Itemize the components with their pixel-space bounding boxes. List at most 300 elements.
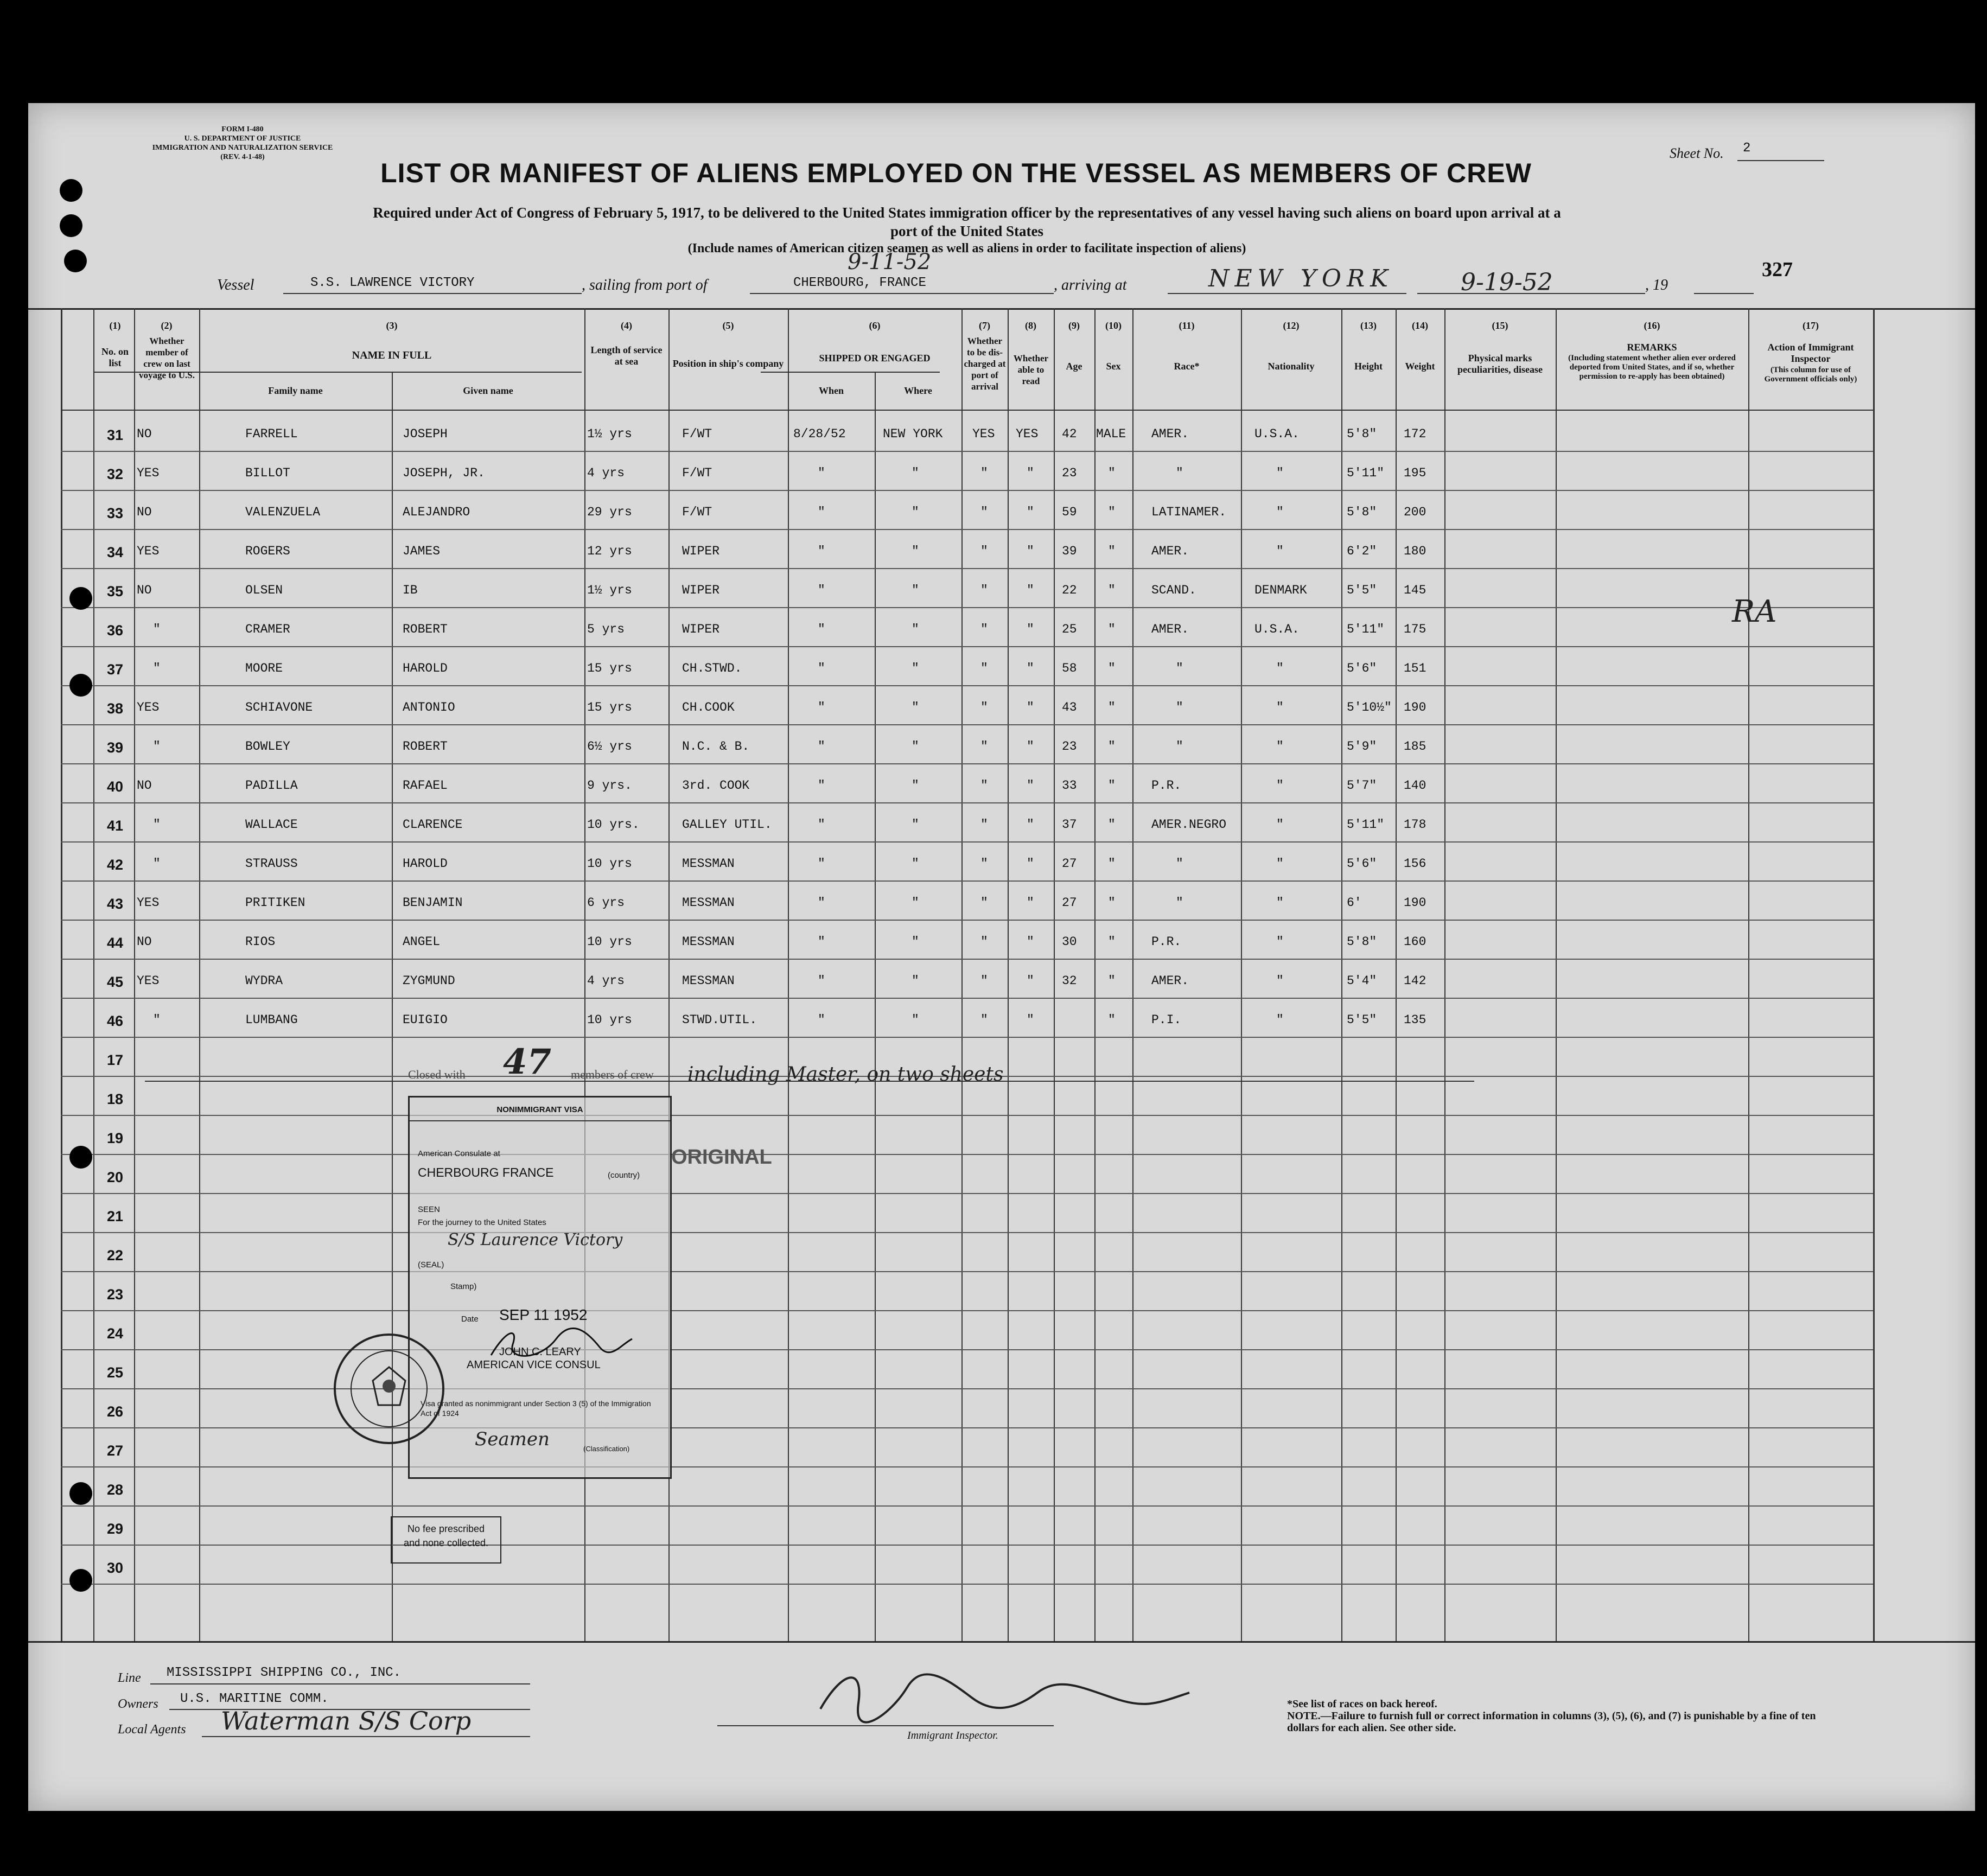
when-cell: 8/28/52 xyxy=(793,427,846,441)
position-cell: MESSMAN xyxy=(682,935,735,949)
where-cell: " xyxy=(912,974,919,988)
column-line xyxy=(875,372,876,1641)
family-name-cell: LUMBANG xyxy=(245,1013,298,1027)
header-remarks: REMARKS xyxy=(1627,342,1677,353)
header-sex: Sex xyxy=(1106,361,1121,372)
able-to-read-cell: " xyxy=(1027,779,1034,793)
able-to-read-cell: YES xyxy=(1016,427,1039,441)
race-cell: " xyxy=(1176,896,1183,910)
empty-row-number: 30 xyxy=(107,1560,124,1576)
empty-row-number: 22 xyxy=(107,1247,124,1264)
header-physical-marks: Physical marks peculiarities, disease xyxy=(1457,353,1543,375)
col-num-11: (11) xyxy=(1179,320,1195,331)
position-cell: 3rd. COOK xyxy=(682,779,750,793)
form-number: FORM I-480 xyxy=(221,125,264,133)
column-line xyxy=(199,308,200,1641)
family-name-cell: RIOS xyxy=(245,935,276,949)
arriving-underline xyxy=(1168,293,1406,294)
position-cell: CH.COOK xyxy=(682,700,735,714)
visa-consulate-label: American Consulate at xyxy=(418,1149,500,1158)
binder-hole xyxy=(69,674,92,697)
race-cell: P.I. xyxy=(1151,1013,1182,1027)
when-cell: " xyxy=(818,779,825,793)
where-cell: " xyxy=(912,818,919,832)
empty-row-number: 19 xyxy=(107,1130,124,1146)
column-line xyxy=(134,308,135,1641)
footer-agents-value: Waterman S/S Corp xyxy=(221,1706,472,1735)
column-line xyxy=(93,308,94,1641)
service-cell: 15 yrs xyxy=(587,700,632,714)
able-to-read-cell: " xyxy=(1027,466,1034,480)
member-cell: NO xyxy=(137,583,152,597)
row-line xyxy=(61,1037,1873,1038)
service-cell: 10 yrs. xyxy=(587,818,640,832)
nationality-cell: U.S.A. xyxy=(1254,622,1300,636)
sex-cell: " xyxy=(1108,896,1116,910)
col-num-2: (2) xyxy=(161,320,173,331)
header-height: Height xyxy=(1354,361,1383,372)
nationality-cell: DENMARK xyxy=(1254,583,1307,597)
given-name-cell: JOSEPH, JR. xyxy=(403,466,485,480)
member-cell: " xyxy=(153,1013,161,1027)
visa-country-label: (country) xyxy=(608,1171,640,1180)
able-to-read-cell: " xyxy=(1027,896,1034,910)
age-cell: 22 xyxy=(1062,583,1077,597)
binder-hole xyxy=(69,587,92,610)
row-number: 36 xyxy=(107,622,124,639)
visa-date: SEP 11 1952 xyxy=(499,1306,588,1323)
col-num-5: (5) xyxy=(722,320,734,331)
when-cell: " xyxy=(818,583,825,597)
sex-cell: " xyxy=(1108,739,1116,754)
empty-row-number: 18 xyxy=(107,1091,124,1107)
weight-cell: 200 xyxy=(1404,505,1426,519)
given-name-cell: ZYGMUND xyxy=(403,974,455,988)
vice-consul-signature xyxy=(475,1323,638,1366)
header-family-name: Family name xyxy=(268,385,323,396)
empty-row-number: 23 xyxy=(107,1286,124,1303)
row-line xyxy=(61,685,1873,686)
header-name-in-full: NAME IN FULL xyxy=(352,349,432,361)
column-line xyxy=(1094,308,1096,1641)
age-cell: 25 xyxy=(1062,622,1077,636)
able-to-read-cell: " xyxy=(1027,544,1034,558)
nationality-cell: " xyxy=(1276,1013,1284,1027)
service-cell: 4 yrs xyxy=(587,466,625,480)
where-cell: " xyxy=(912,622,919,636)
position-cell: CH.STWD. xyxy=(682,661,742,675)
column-line xyxy=(1873,308,1875,1641)
service-cell: 10 yrs xyxy=(587,857,632,871)
weight-cell: 178 xyxy=(1404,818,1426,832)
col-num-17: (17) xyxy=(1803,320,1819,331)
discharged-cell: " xyxy=(980,818,988,832)
header-discharged: Whether to be dis-charged at port of arrival xyxy=(964,336,1006,392)
col-num-13: (13) xyxy=(1360,320,1377,331)
visa-journey: For the journey to the United States xyxy=(418,1218,546,1227)
discharged-cell: " xyxy=(980,544,988,558)
visa-seal: (SEAL) xyxy=(418,1260,444,1269)
weight-cell: 195 xyxy=(1404,466,1426,480)
given-name-cell: BENJAMIN xyxy=(403,896,463,910)
row-line xyxy=(61,802,1873,803)
subtitle-line-2: port of the United States xyxy=(890,223,1043,239)
where-cell: " xyxy=(912,661,919,675)
given-name-cell: JOSEPH xyxy=(403,427,448,441)
header-no-on-list: No. on list xyxy=(101,346,129,368)
age-cell: 37 xyxy=(1062,818,1077,832)
where-cell: NEW YORK xyxy=(883,427,943,441)
member-cell: YES xyxy=(137,974,160,988)
visa-seen: SEEN xyxy=(418,1205,440,1214)
race-cell: P.R. xyxy=(1151,779,1182,793)
age-cell: 23 xyxy=(1062,739,1077,754)
row-line xyxy=(61,763,1873,764)
header-age: Age xyxy=(1066,361,1082,372)
height-cell: 5'5" xyxy=(1347,583,1377,597)
height-cell: 5'8" xyxy=(1347,505,1377,519)
header-action: Action of Immigrant Inspector xyxy=(1767,342,1854,364)
footnote xyxy=(1287,1698,1830,1734)
height-cell: 5'11" xyxy=(1347,622,1385,636)
family-name-cell: PRITIKEN xyxy=(245,896,305,910)
empty-row-number: 24 xyxy=(107,1325,124,1342)
row-number: 42 xyxy=(107,857,124,873)
row-number: 38 xyxy=(107,700,124,717)
when-cell: " xyxy=(818,896,825,910)
footer-owners-value: U.S. MARITINE COMM. xyxy=(180,1692,329,1706)
service-cell: 1½ yrs xyxy=(587,583,632,597)
col-num-9: (9) xyxy=(1068,320,1080,331)
arrival-date: 9-19-52 xyxy=(1461,269,1553,296)
row-line xyxy=(61,880,1873,882)
vessel-name: S.S. LAWRENCE VICTORY xyxy=(310,276,475,290)
service-cell: 5 yrs xyxy=(587,622,625,636)
race-cell: AMER. xyxy=(1151,544,1189,558)
weight-cell: 160 xyxy=(1404,935,1426,949)
height-cell: 5'6" xyxy=(1347,857,1377,871)
nationality-cell: " xyxy=(1276,779,1284,793)
year-underline xyxy=(1694,293,1754,294)
position-cell: MESSMAN xyxy=(682,974,735,988)
sex-cell: " xyxy=(1108,700,1116,714)
row-line xyxy=(61,1232,1873,1233)
sailing-port: CHERBOURG, FRANCE xyxy=(793,276,926,290)
form-revision: (REV. 4-1-48) xyxy=(220,153,265,161)
race-cell: SCAND. xyxy=(1151,583,1196,597)
age-cell: 39 xyxy=(1062,544,1077,558)
nationality-cell: " xyxy=(1276,700,1284,714)
sex-cell: " xyxy=(1108,1013,1116,1027)
row-line xyxy=(61,1193,1873,1194)
header-remarks-sub: (Including statement whether alien ever ordered deported from United States, and if so, whether permission to re-apply has been obtained) xyxy=(1568,354,1736,381)
col-num-15: (15) xyxy=(1492,320,1508,331)
nationality-cell: " xyxy=(1276,661,1284,675)
height-cell: 5'8" xyxy=(1347,935,1377,949)
weight-cell: 142 xyxy=(1404,974,1426,988)
row-number: 32 xyxy=(107,466,124,482)
col-num-1: (1) xyxy=(109,320,121,331)
row-number: 41 xyxy=(107,818,124,834)
sex-cell: " xyxy=(1108,779,1116,793)
discharged-cell: " xyxy=(980,974,988,988)
empty-row-number: 27 xyxy=(107,1443,124,1459)
family-name-cell: STRAUSS xyxy=(245,857,298,871)
family-name-cell: WYDRA xyxy=(245,974,283,988)
header-nationality: Nationality xyxy=(1268,361,1315,372)
weight-cell: 190 xyxy=(1404,896,1426,910)
service-cell: 6 yrs xyxy=(587,896,625,910)
age-cell: 30 xyxy=(1062,935,1077,949)
where-cell: " xyxy=(912,857,919,871)
able-to-read-cell: " xyxy=(1027,700,1034,714)
race-cell: " xyxy=(1176,700,1183,714)
height-cell: 5'8" xyxy=(1347,427,1377,441)
row-number: 46 xyxy=(107,1013,124,1029)
no-fee-box xyxy=(391,1516,501,1564)
fee-line-1: No fee prescribed xyxy=(407,1523,485,1534)
row-line xyxy=(61,451,1873,452)
vessel-underline xyxy=(283,293,582,294)
closed-label-a: Closed with xyxy=(408,1068,466,1081)
age-cell: 43 xyxy=(1062,700,1077,714)
able-to-read-cell: " xyxy=(1027,505,1034,519)
column-line xyxy=(1008,308,1009,1641)
visa-stamp-label: Stamp) xyxy=(450,1282,477,1291)
row-line xyxy=(61,1154,1873,1155)
row-number: 40 xyxy=(107,779,124,795)
service-cell: 29 yrs xyxy=(587,505,632,519)
visa-vessel-handwritten: S/S Laurence Victory xyxy=(448,1230,623,1249)
row-line xyxy=(61,1584,1873,1585)
row-number: 34 xyxy=(107,544,124,560)
race-cell: " xyxy=(1176,466,1183,480)
when-cell: " xyxy=(818,818,825,832)
visa-classification-label: (Classification) xyxy=(583,1445,630,1453)
sex-cell: " xyxy=(1108,974,1116,988)
shipped-subheader-line xyxy=(761,372,940,373)
col-num-14: (14) xyxy=(1412,320,1428,331)
sex-cell: " xyxy=(1108,661,1116,675)
service-cell: 15 yrs xyxy=(587,661,632,675)
age-cell: 59 xyxy=(1062,505,1077,519)
closed-handwritten: including Master, on two sheets xyxy=(687,1063,1004,1086)
visa-granted-text: Visa granted as nonimmigrant under Section 3 (5) of the Immigration Act of 1924 xyxy=(421,1399,651,1418)
weight-cell: 175 xyxy=(1404,622,1426,636)
able-to-read-cell: " xyxy=(1027,857,1034,871)
family-name-cell: ROGERS xyxy=(245,544,290,558)
header-position: Position in ship's company xyxy=(672,358,784,369)
given-name-cell: ANGEL xyxy=(403,935,441,949)
page-stamp-number: 327 xyxy=(1762,258,1793,281)
sheet-label: Sheet No. xyxy=(1670,145,1724,161)
height-cell: 5'11" xyxy=(1347,818,1385,832)
discharged-cell: " xyxy=(980,896,988,910)
col-num-3: (3) xyxy=(386,320,398,331)
sailing-label: , sailing from port of xyxy=(582,277,708,293)
row-line xyxy=(61,490,1873,491)
family-name-cell: MOORE xyxy=(245,661,283,675)
able-to-read-cell: " xyxy=(1027,583,1034,597)
column-line xyxy=(1396,308,1397,1641)
discharged-cell: " xyxy=(980,505,988,519)
row-line xyxy=(61,920,1873,921)
weight-cell: 185 xyxy=(1404,739,1426,754)
position-cell: F/WT xyxy=(682,466,712,480)
footer-line-value: MISSISSIPPI SHIPPING CO., INC. xyxy=(167,1666,402,1680)
service-cell: 6½ yrs xyxy=(587,739,632,754)
discharged-cell: YES xyxy=(972,427,995,441)
row-number: 31 xyxy=(107,427,124,443)
race-cell: " xyxy=(1176,739,1183,754)
given-name-cell: CLARENCE xyxy=(403,818,463,832)
position-cell: F/WT xyxy=(682,427,712,441)
given-name-cell: ROBERT xyxy=(403,622,448,636)
position-cell: N.C. & B. xyxy=(682,739,750,754)
footer-line-label: Line xyxy=(118,1671,141,1685)
header-race: Race* xyxy=(1174,361,1200,372)
sex-cell: " xyxy=(1108,857,1116,871)
empty-row-number: 21 xyxy=(107,1208,124,1224)
header-bottom-line xyxy=(61,410,1873,411)
column-line xyxy=(961,308,963,1641)
given-name-cell: HAROLD xyxy=(403,857,448,871)
row-number: 43 xyxy=(107,896,124,912)
race-cell: AMER. xyxy=(1151,427,1189,441)
nationality-cell: " xyxy=(1276,935,1284,949)
member-cell: " xyxy=(153,622,161,636)
nationality-cell: U.S.A. xyxy=(1254,427,1300,441)
header-able-to-read: Whether able to read xyxy=(1013,353,1049,386)
member-cell: NO xyxy=(137,935,152,949)
age-cell: 33 xyxy=(1062,779,1077,793)
binder-hole xyxy=(60,179,82,202)
inspector-initials: RA xyxy=(1732,594,1777,629)
family-name-cell: BILLOT xyxy=(245,466,290,480)
height-cell: 5'6" xyxy=(1347,661,1377,675)
subtitle-note: (Include names of American citizen seamen as well as aliens in order to facilitate inspection of aliens) xyxy=(687,241,1246,256)
arriving-port: NEW YORK xyxy=(1208,265,1393,292)
grid-bottom-border xyxy=(28,1641,1975,1643)
service-cell: 1½ yrs xyxy=(587,427,632,441)
given-name-cell: IB xyxy=(403,583,418,597)
service-cell: 12 yrs xyxy=(587,544,632,558)
race-cell: AMER. xyxy=(1151,622,1189,636)
closed-label-b: members of crew xyxy=(571,1068,654,1081)
row-line xyxy=(61,1505,1873,1507)
vessel-label: Vessel xyxy=(217,277,254,293)
where-cell: " xyxy=(912,583,919,597)
discharged-cell: " xyxy=(980,661,988,675)
nationality-cell: " xyxy=(1276,544,1284,558)
visa-title-rule xyxy=(410,1120,670,1121)
nationality-cell: " xyxy=(1276,818,1284,832)
row-line xyxy=(61,1310,1873,1311)
given-name-cell: JAMES xyxy=(403,544,441,558)
empty-row-number: 29 xyxy=(107,1521,124,1537)
sex-cell: " xyxy=(1108,622,1116,636)
weight-cell: 190 xyxy=(1404,700,1426,714)
where-cell: " xyxy=(912,1013,919,1027)
position-cell: WIPER xyxy=(682,544,720,558)
when-cell: " xyxy=(818,857,825,871)
member-cell: YES xyxy=(137,700,160,714)
height-cell: 5'10½" xyxy=(1347,700,1392,714)
sex-cell: " xyxy=(1108,466,1116,480)
row-line xyxy=(61,841,1873,843)
inspector-rule xyxy=(717,1725,1054,1726)
age-cell: 27 xyxy=(1062,896,1077,910)
age-cell: 32 xyxy=(1062,974,1077,988)
position-cell: WIPER xyxy=(682,583,720,597)
empty-row-number: 28 xyxy=(107,1482,124,1498)
able-to-read-cell: " xyxy=(1027,935,1034,949)
col-num-7: (7) xyxy=(979,320,990,331)
empty-row-number: 17 xyxy=(107,1052,124,1068)
where-cell: " xyxy=(912,700,919,714)
empty-row-number: 26 xyxy=(107,1403,124,1420)
form-department: U. S. DEPARTMENT OF JUSTICE xyxy=(184,135,301,143)
where-cell: " xyxy=(912,935,919,949)
given-name-cell: RAFAEL xyxy=(403,779,448,793)
when-cell: " xyxy=(818,505,825,519)
row-line xyxy=(61,607,1873,608)
column-line xyxy=(1556,308,1557,1641)
header-whether-member: Whether member of crew on last voyage to U.S. xyxy=(139,336,195,380)
where-cell: " xyxy=(912,544,919,558)
nationality-cell: " xyxy=(1276,739,1284,754)
row-line xyxy=(61,1466,1873,1467)
height-cell: 5'5" xyxy=(1347,1013,1377,1027)
column-line xyxy=(392,372,393,1641)
where-cell: " xyxy=(912,466,919,480)
arriving-label: , arriving at xyxy=(1054,277,1127,293)
sex-cell: " xyxy=(1108,818,1116,832)
weight-cell: 135 xyxy=(1404,1013,1426,1027)
row-line xyxy=(61,998,1873,999)
family-name-cell: BOWLEY xyxy=(245,739,290,754)
member-cell: NO xyxy=(137,505,152,519)
member-cell: " xyxy=(153,739,161,754)
position-cell: WIPER xyxy=(682,622,720,636)
manifest-sheet xyxy=(28,103,1975,1811)
discharged-cell: " xyxy=(980,466,988,480)
member-cell: YES xyxy=(137,544,160,558)
weight-cell: 172 xyxy=(1404,427,1426,441)
row-line xyxy=(61,1545,1873,1546)
original-stamp: ORIGINAL xyxy=(671,1146,772,1169)
row-line xyxy=(61,1271,1873,1272)
sex-cell: " xyxy=(1108,544,1116,558)
given-name-cell: ANTONIO xyxy=(403,700,455,714)
row-number: 45 xyxy=(107,974,124,990)
page-title: LIST OR MANIFEST OF ALIENS EMPLOYED ON THE VESSEL AS MEMBERS OF CREW xyxy=(380,158,1532,188)
service-cell: 9 yrs. xyxy=(587,779,632,793)
column-line xyxy=(788,308,789,1641)
age-cell: 58 xyxy=(1062,661,1077,675)
form-meta xyxy=(129,125,356,162)
family-name-cell: CRAMER xyxy=(245,622,290,636)
able-to-read-cell: " xyxy=(1027,661,1034,675)
binder-hole xyxy=(69,1569,92,1592)
inspector-label: Immigrant Inspector. xyxy=(907,1730,998,1741)
height-cell: 6'2" xyxy=(1347,544,1377,558)
position-cell: MESSMAN xyxy=(682,896,735,910)
family-name-cell: FARRELL xyxy=(245,427,298,441)
column-line xyxy=(1748,308,1749,1641)
member-cell: NO xyxy=(137,427,152,441)
able-to-read-cell: " xyxy=(1027,974,1034,988)
